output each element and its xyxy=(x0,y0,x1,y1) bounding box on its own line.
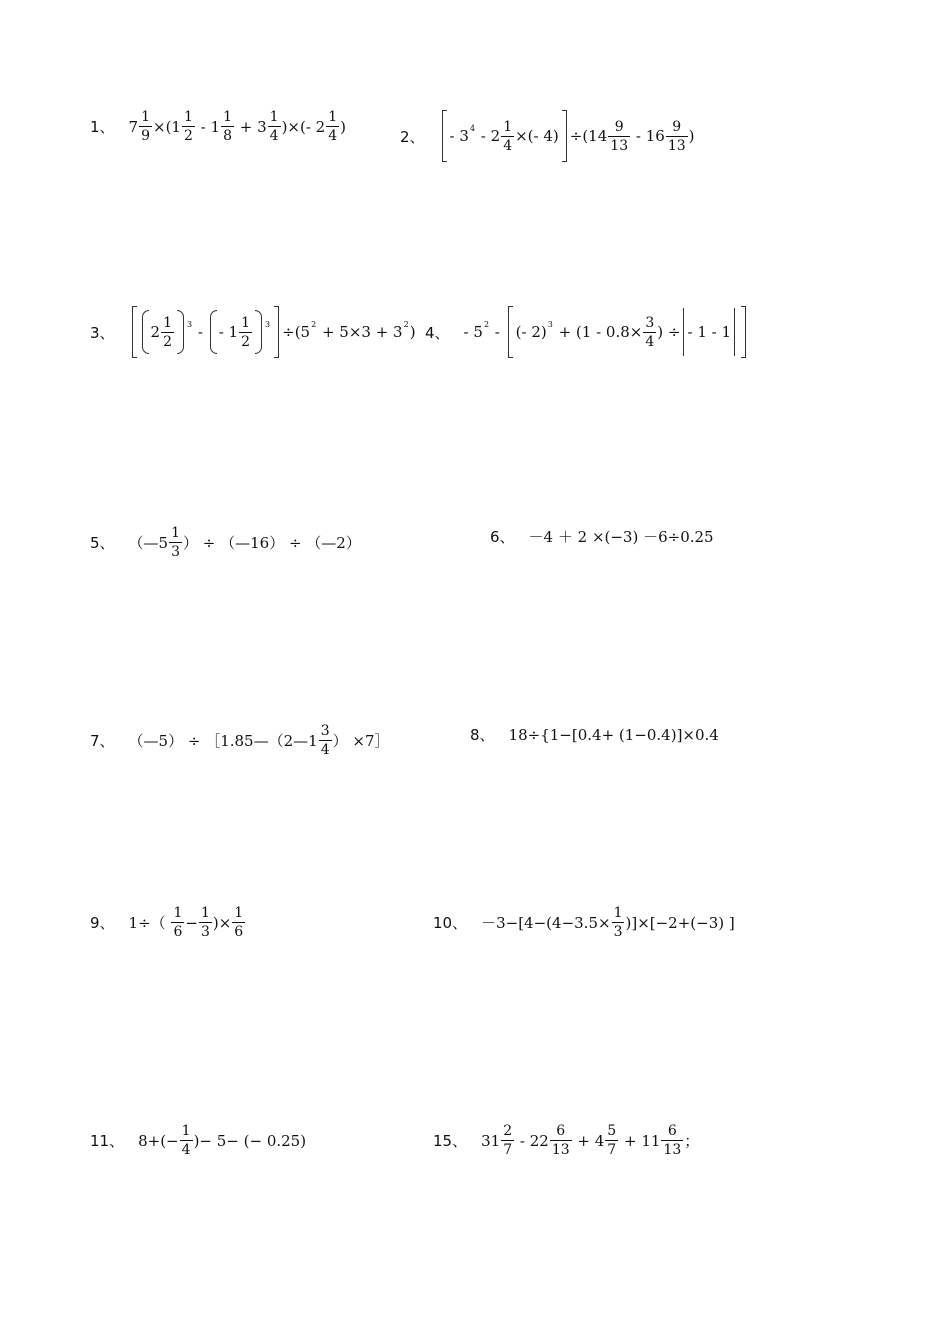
problem-4 xyxy=(425,306,749,358)
left-paren xyxy=(142,310,149,354)
expression-text: （—5 xyxy=(128,534,169,552)
denominator: 3 xyxy=(613,924,623,940)
problem-expression xyxy=(464,306,749,358)
fraction xyxy=(199,906,212,939)
fraction xyxy=(612,906,625,939)
problem-number: 10、 xyxy=(433,914,468,932)
expression-text: + 5×3 + 3 xyxy=(317,323,403,341)
expression-text: )× xyxy=(212,913,232,932)
denominator: 7 xyxy=(607,1142,617,1158)
exponent: 3 xyxy=(265,319,271,329)
numerator: 5 xyxy=(607,1123,617,1139)
fraction xyxy=(161,316,174,349)
numerator: 9 xyxy=(672,118,682,135)
exponent: 3 xyxy=(547,319,553,329)
problem-11 xyxy=(90,1124,306,1157)
expression-text: - 5 xyxy=(463,323,483,341)
problem-expression xyxy=(481,906,735,939)
denominator: 6 xyxy=(173,924,183,940)
problem-9 xyxy=(90,906,246,939)
denominator: 2 xyxy=(241,333,251,350)
denominator: 4 xyxy=(503,137,513,154)
expression-text: - 1 xyxy=(218,323,239,341)
problem-3 xyxy=(90,306,416,358)
denominator: 4 xyxy=(320,742,330,758)
fraction xyxy=(605,1124,618,1157)
numerator: 6 xyxy=(556,1123,566,1139)
expression-text: - xyxy=(193,323,208,341)
expression-text: - xyxy=(490,323,505,341)
fraction xyxy=(221,110,234,143)
expression-text: ×(- 4) xyxy=(515,127,559,145)
expression-text: 1÷（ xyxy=(128,914,171,932)
exponent: 3 xyxy=(187,319,193,329)
expression-text: - 3 xyxy=(449,127,469,145)
denominator: 13 xyxy=(663,1142,682,1158)
problem-number: 8、 xyxy=(470,726,495,744)
expression-text: - 2 xyxy=(476,127,501,145)
problem-10 xyxy=(433,906,735,939)
expression-text: - 16 xyxy=(631,127,665,145)
denominator: 6 xyxy=(234,924,244,940)
expression-text: 8+(− xyxy=(138,1131,179,1150)
problem-expression xyxy=(129,724,390,757)
denominator: 13 xyxy=(667,137,686,154)
expression-text: －4 ＋ 2 ×(−3) －6÷0.25 xyxy=(528,528,714,546)
denominator: 4 xyxy=(181,1142,191,1158)
denominator: 13 xyxy=(610,137,629,154)
problem-expression xyxy=(129,306,416,358)
expression-text: ） ÷ （—16） ÷ （—2） xyxy=(183,534,361,552)
fraction xyxy=(550,1124,572,1157)
denominator: 2 xyxy=(163,333,173,350)
exponent: 2 xyxy=(311,319,317,329)
numerator: 1 xyxy=(269,109,279,125)
expression-text: 18÷{1−[0.4+ (1−0.4)]×0.4 xyxy=(508,725,719,744)
denominator: 7 xyxy=(503,1142,513,1158)
expression-text: - 1 - 1 xyxy=(687,323,732,341)
denominator: 9 xyxy=(141,128,151,144)
fraction xyxy=(232,906,245,939)
problem-number: 2、 xyxy=(400,127,425,146)
expression-text: －3−[4−(4−3.5× xyxy=(481,914,611,932)
problem-1 xyxy=(90,110,346,143)
absolute-value-bar xyxy=(683,308,684,356)
problem-7 xyxy=(90,724,390,757)
numerator: 1 xyxy=(234,905,244,921)
numerator: 1 xyxy=(613,905,623,921)
expression-text: )− 5− (− 0.25) xyxy=(193,1131,307,1150)
expression-text: + (1 - 0.8× xyxy=(553,323,643,341)
expression-text: ； xyxy=(684,1132,700,1150)
problem-6 xyxy=(490,526,714,547)
denominator: 13 xyxy=(551,1142,570,1158)
fraction xyxy=(666,120,688,153)
fraction xyxy=(268,110,281,143)
fraction xyxy=(239,316,252,349)
problem-expression xyxy=(129,906,247,939)
problem-number: 3、 xyxy=(90,323,115,342)
expression-text: + 11 xyxy=(619,1131,661,1150)
expression-text: 7 xyxy=(128,117,139,136)
expression-text: ) xyxy=(409,323,416,341)
problem-8 xyxy=(470,724,719,745)
absolute-value-bar xyxy=(734,308,735,356)
numerator: 1 xyxy=(163,314,173,331)
numerator: 1 xyxy=(328,109,338,125)
expression-text: − xyxy=(185,913,198,932)
expression-text: )]×[−2+(−3) ] xyxy=(625,913,735,932)
fraction xyxy=(501,1124,514,1157)
problem-expression xyxy=(529,526,714,547)
problem-number: 7、 xyxy=(90,732,115,750)
exponent: 2 xyxy=(483,319,490,329)
problem-5 xyxy=(90,526,361,559)
exponent: 4 xyxy=(469,123,476,133)
numerator: 3 xyxy=(320,723,330,739)
numerator: 1 xyxy=(200,905,210,921)
fraction xyxy=(501,120,514,153)
problem-number: 9、 xyxy=(90,914,115,932)
fraction xyxy=(661,1124,683,1157)
problem-number: 11、 xyxy=(90,1132,125,1150)
problem-2 xyxy=(400,110,695,162)
denominator: 4 xyxy=(645,333,655,350)
problem-expression xyxy=(509,726,719,744)
expression-text: ） ×7］ xyxy=(332,732,390,750)
fraction xyxy=(171,906,184,939)
problem-number: 1、 xyxy=(90,118,115,136)
expression-text: (- 2) xyxy=(515,323,547,341)
exponent: 2 xyxy=(403,319,409,329)
expression-text: （—5） ÷ ［1.85—（2—1 xyxy=(128,732,318,750)
left-paren xyxy=(210,310,217,354)
expression-text: ×(1 xyxy=(153,117,181,136)
fraction xyxy=(326,110,339,143)
expression-text: )×(- 2 xyxy=(281,117,326,136)
fraction xyxy=(180,1124,193,1157)
denominator: 4 xyxy=(328,128,338,144)
problem-expression xyxy=(138,1124,306,1157)
problem-15 xyxy=(433,1124,699,1157)
left-bracket xyxy=(132,306,137,358)
numerator: 1 xyxy=(141,109,151,125)
right-bracket xyxy=(741,306,746,358)
expression-text: 31 xyxy=(481,1131,501,1150)
denominator: 8 xyxy=(223,128,232,144)
numerator: 1 xyxy=(183,109,193,125)
expression-text: + 3 xyxy=(234,117,267,136)
numerator: 3 xyxy=(645,314,655,331)
numerator: 1 xyxy=(171,525,181,541)
problem-expression xyxy=(129,526,361,559)
left-bracket xyxy=(442,110,447,162)
problem-expression xyxy=(129,110,346,143)
problem-number: 6、 xyxy=(490,528,515,546)
expression-text: ) ÷ xyxy=(657,323,681,341)
fraction xyxy=(608,120,630,153)
numerator: 1 xyxy=(503,118,513,135)
expression-text: ) xyxy=(340,117,346,136)
expression-text: 2 xyxy=(150,323,161,341)
left-bracket xyxy=(508,306,513,358)
right-paren xyxy=(255,310,262,354)
problem-expression xyxy=(439,110,695,162)
numerator: 1 xyxy=(181,1123,191,1139)
problem-number: 15、 xyxy=(433,1132,468,1150)
numerator: 9 xyxy=(614,118,624,135)
expression-text: - 22 xyxy=(515,1131,549,1150)
expression-text: ) xyxy=(688,127,695,145)
fraction xyxy=(169,526,182,559)
expression-text: ÷(14 xyxy=(569,127,608,145)
problem-number: 4、 xyxy=(425,323,450,342)
expression-text: ÷(5 xyxy=(282,323,311,341)
problem-number: 5、 xyxy=(90,534,115,552)
denominator: 3 xyxy=(200,924,210,940)
fraction xyxy=(182,110,195,143)
denominator: 4 xyxy=(269,128,279,144)
fraction xyxy=(643,316,656,349)
numerator: 2 xyxy=(503,1123,513,1139)
fraction xyxy=(319,724,332,757)
right-paren xyxy=(177,310,184,354)
numerator: 1 xyxy=(241,314,251,331)
numerator: 6 xyxy=(667,1123,677,1139)
numerator: 1 xyxy=(223,109,232,125)
right-bracket xyxy=(562,110,567,162)
expression-text: + 4 xyxy=(572,1131,605,1150)
fraction xyxy=(139,110,152,143)
denominator: 3 xyxy=(171,544,181,560)
expression-text: - 1 xyxy=(195,117,221,136)
problem-expression xyxy=(481,1124,699,1157)
numerator: 1 xyxy=(173,905,183,921)
denominator: 2 xyxy=(183,128,193,144)
right-bracket xyxy=(274,306,279,358)
